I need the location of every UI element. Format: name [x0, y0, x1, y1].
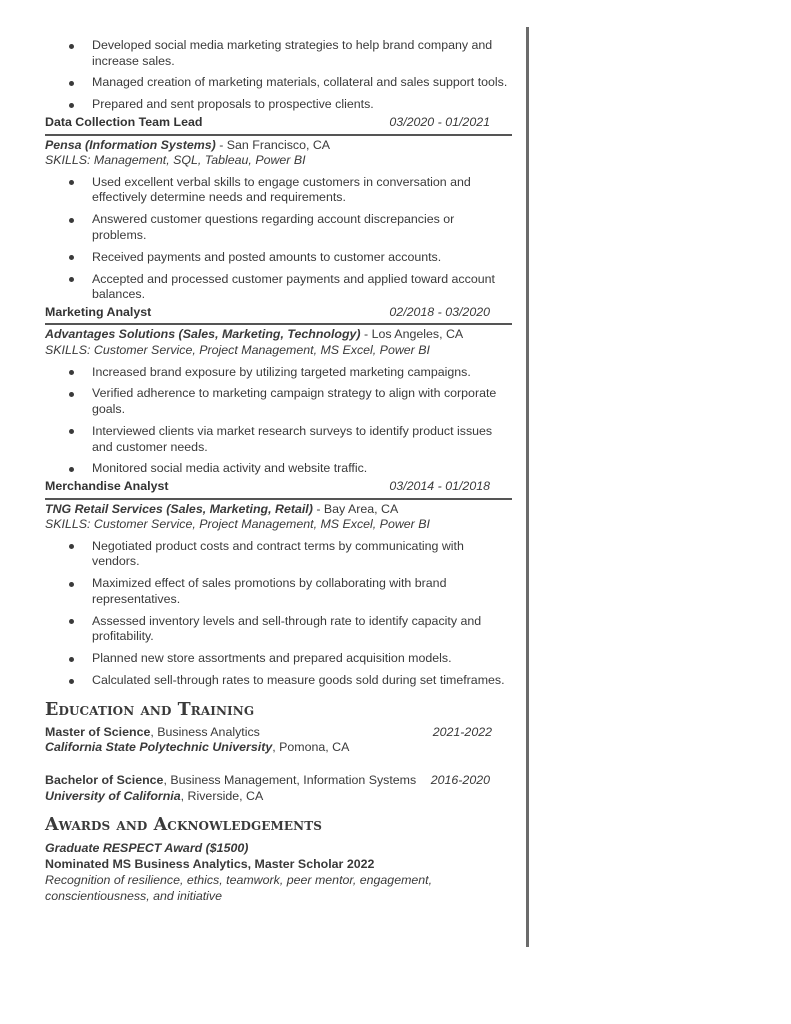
- education-entry: [45, 725, 512, 756]
- job-title: Data Collection Team Lead: [45, 114, 203, 129]
- list-item: Verified adherence to marketing campaign strategy to align with corporate goals.: [45, 386, 512, 417]
- list-item: Answered customer questions regarding account discrepancies or problems.: [45, 212, 512, 243]
- list-item: Interviewed clients via market research surveys to identify product issues and customer needs.: [45, 424, 512, 455]
- company-line: [45, 138, 512, 154]
- company-location: - Los Angeles, CA: [360, 327, 464, 342]
- bullet-icon: [69, 218, 74, 223]
- list-item: Calculated sell-through rates to measure goods sold during set timeframes.: [45, 673, 512, 689]
- skills-line: SKILLS: Management, SQL, Tableau, Power BI: [45, 153, 306, 168]
- bullet-icon: [69, 429, 74, 434]
- resume-content: [45, 38, 512, 904]
- awards-section: [45, 814, 512, 904]
- award-item: Graduate RESPECT Award ($1500): [45, 841, 249, 856]
- education-dates: 2021-2022: [432, 724, 492, 739]
- list-item: Maximized effect of sales promotions by collaborating with brand representatives.: [45, 576, 512, 607]
- job-title: Marketing Analyst: [45, 304, 152, 319]
- job-header: [45, 303, 512, 326]
- company-location: - Bay Area, CA: [312, 501, 399, 516]
- bullet-icon: [69, 81, 74, 86]
- education-location: , Pomona, CA: [272, 740, 350, 755]
- job-header: [45, 477, 512, 500]
- job-entry: [45, 303, 512, 477]
- skills-line: SKILLS: Customer Service, Project Management, MS Excel, Power BI: [45, 342, 430, 357]
- job-dates: 03/2014 - 01/2018: [389, 479, 490, 494]
- education-degree: Master of Science: [45, 724, 151, 739]
- education-field: , Business Management, Information Systems: [163, 772, 417, 787]
- list-item: Used excellent verbal skills to engage customers in conversation and effectively determine needs and requirements.: [45, 175, 512, 206]
- education-school-row: [45, 789, 512, 805]
- list-item: Prepared and sent proposals to prospective clients.: [45, 97, 512, 113]
- education-school: University of California: [45, 788, 181, 803]
- education-degree-row: [45, 725, 512, 741]
- page-divider-bar: [526, 27, 529, 947]
- bullet-icon: [69, 255, 74, 260]
- list-item: Increased brand exposure by utilizing targeted marketing campaigns.: [45, 365, 512, 381]
- bullet-icon: [69, 44, 74, 49]
- education-entry: [45, 773, 512, 804]
- education-degree: Bachelor of Science: [45, 772, 164, 787]
- bullet-icon: [69, 370, 74, 375]
- award-item: Nominated MS Business Analytics, Master Scholar 2022: [45, 856, 375, 871]
- education-location: , Riverside, CA: [180, 788, 264, 803]
- company-name: TNG Retail Services (Sales, Marketing, Retail): [45, 501, 313, 516]
- section-title-education: Education and Training: [45, 699, 255, 720]
- award-description: Recognition of resilience, ethics, teamwork, peer mentor, engagement, conscientiousness, and initiative: [45, 872, 433, 903]
- job-bullet-list: [45, 539, 512, 689]
- education-school: California State Polytechnic University: [45, 740, 273, 755]
- bullet-icon: [69, 619, 74, 624]
- bullet-icon: [69, 679, 74, 684]
- company-line: [45, 502, 512, 518]
- company-location: - San Francisco, CA: [215, 137, 331, 152]
- bullet-icon: [69, 657, 74, 662]
- list-item: Accepted and processed customer payments and applied toward account balances.: [45, 272, 512, 303]
- bullet-icon: [69, 277, 74, 282]
- bullet-icon: [69, 544, 74, 549]
- job-header: [45, 113, 512, 136]
- bullet-icon: [69, 467, 74, 472]
- list-item: Managed creation of marketing materials, collateral and sales support tools.: [45, 75, 512, 91]
- list-item: Received payments and posted amounts to customer accounts.: [45, 250, 512, 266]
- job-entry: [45, 113, 512, 303]
- bullet-icon: [69, 180, 74, 185]
- intro-bullet-list: [45, 38, 512, 113]
- company-name: Advantages Solutions (Sales, Marketing, Technology): [45, 327, 361, 342]
- section-title-awards: Awards and Acknowledgements: [45, 815, 323, 836]
- education-section: [45, 699, 512, 804]
- list-item: Planned new store assortments and prepared acquisition models.: [45, 651, 512, 667]
- bullet-icon: [69, 392, 74, 397]
- bullet-icon: [69, 103, 74, 108]
- company-line: [45, 327, 512, 343]
- list-item: Developed social media marketing strategies to help brand company and increase sales.: [45, 38, 512, 69]
- job-bullet-list: [45, 365, 512, 477]
- job-title: Merchandise Analyst: [45, 479, 169, 494]
- education-field: , Business Analytics: [150, 724, 260, 739]
- list-item: Monitored social media activity and website traffic.: [45, 461, 512, 477]
- list-item: Negotiated product costs and contract terms by communicating with vendors.: [45, 539, 512, 570]
- education-dates: 2016-2020: [430, 772, 490, 787]
- skills-line: SKILLS: Customer Service, Project Management, MS Excel, Power BI: [45, 517, 430, 532]
- job-dates: 03/2020 - 01/2021: [389, 114, 490, 129]
- education-degree-row: [45, 773, 512, 789]
- list-item: Assessed inventory levels and sell-through rate to identify capacity and profitability.: [45, 614, 512, 645]
- education-school-row: [45, 740, 512, 756]
- job-dates: 02/2018 - 03/2020: [389, 304, 490, 319]
- job-bullet-list: [45, 175, 512, 303]
- bullet-icon: [69, 582, 74, 587]
- job-entry: [45, 477, 512, 689]
- company-name: Pensa (Information Systems): [45, 137, 216, 152]
